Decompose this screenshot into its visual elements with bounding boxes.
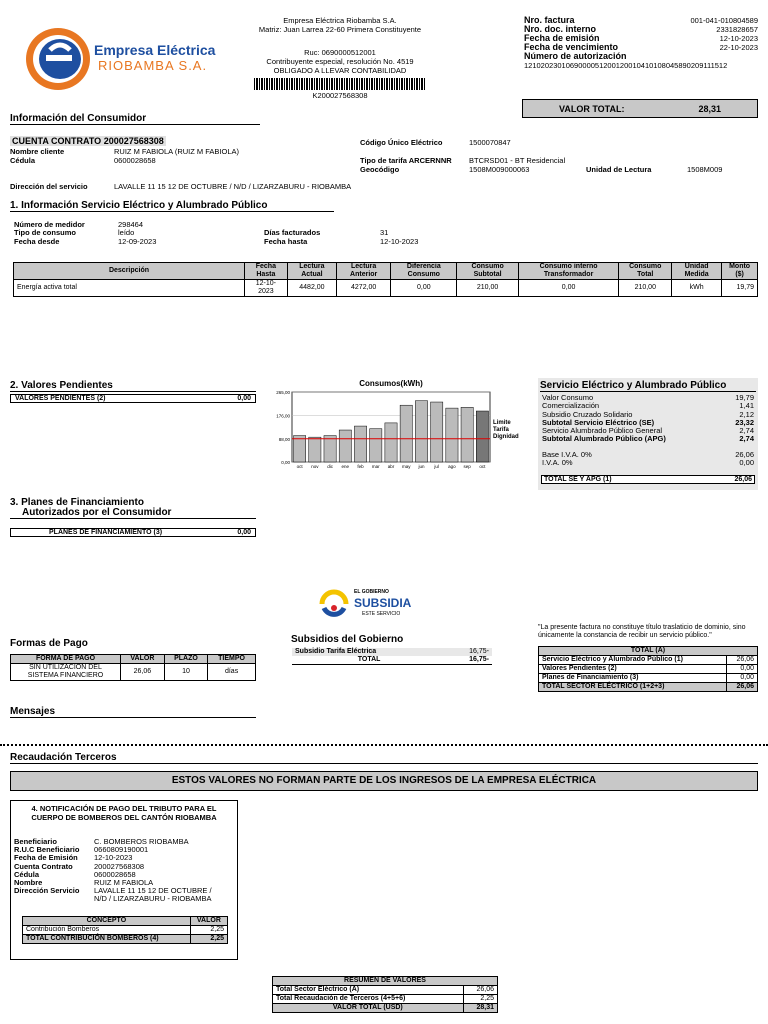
chart-title: Consumos(kWh): [359, 379, 423, 388]
ytick-label: 0,00: [281, 460, 290, 465]
pay-c2: 10: [164, 664, 207, 681]
fh-label: Fecha hasta: [264, 237, 308, 246]
xtick-label: may: [401, 464, 411, 469]
xtick-label: mar: [371, 464, 380, 469]
mensajes-title: Mensajes: [10, 706, 256, 718]
bomb-row: Cuenta Contrato 200027568308: [14, 861, 145, 871]
bomb-row: Beneficiario C. BOMBEROS RIOBAMBA: [14, 837, 189, 846]
fin-title1: 3. Planes de Financiamiento: [10, 497, 144, 508]
dir-label: Dirección del servicio: [10, 182, 88, 191]
inv-v2: 2331828657: [716, 25, 758, 34]
tota-2l: Planes de Financiamiento (3): [539, 674, 727, 683]
summary-row: Servicio Alumbrado Público General 2,74: [542, 426, 754, 436]
xtick-label: jul: [434, 464, 439, 469]
tota-1l: Valores Pendientes (2): [539, 665, 727, 674]
bomb-row: Cédula 0600028658: [14, 869, 136, 879]
xtick-label: oct: [479, 464, 486, 469]
xtick-label: sep: [463, 464, 471, 469]
td-8: kWh: [672, 280, 722, 297]
inv-v3: 12-10-2023: [719, 34, 758, 43]
th-7: Consumo Total: [619, 263, 672, 280]
bomb-row: Dirección Servicio LAVALLE 11 15 12 DE OCTUBRE / N/D / LIZARZABURU - RIOBAMBA: [14, 886, 212, 904]
th-3: Lectura Anterior: [337, 263, 391, 280]
hdr-line1: Empresa Eléctrica Riobamba S.A.: [283, 16, 397, 25]
res-1v: 2,25: [463, 995, 497, 1004]
service-title: 1. Información Servicio Eléctrico y Alumbrado Público: [10, 200, 334, 212]
ytick-label: 176,00: [276, 413, 290, 419]
consumption-table: [13, 262, 758, 297]
bomb-h2: VALOR: [190, 917, 227, 926]
cedula: 0600028658: [114, 156, 156, 165]
td-7: 210,00: [619, 280, 672, 297]
ruc: Ruc: 0690000512001: [304, 48, 376, 57]
base-label: Base I.V.A. 0%: [542, 450, 592, 459]
pay-h3: TIEMPO: [208, 655, 256, 664]
xtick-label: jun: [418, 464, 425, 469]
hdr-line2: Matriz: Juan Larrea 22-60 Primera Constituyente: [258, 25, 422, 34]
ytick-label: 88,00: [278, 436, 290, 442]
res-0v: 26,06: [463, 986, 497, 995]
bar: [385, 423, 397, 462]
bomb-title: 4. NOTIFICACIÓN DE PAGO DEL TRIBUTO PARA EL CUERPO DE BOMBEROS DEL CANTÓN RIOBAMBA: [31, 804, 217, 822]
bar: [294, 436, 306, 462]
logo-e-icon: [24, 26, 94, 92]
valor-total: 28,31: [698, 103, 721, 114]
oblig: OBLIGADO A LLEVAR CONTABILIDAD: [273, 66, 407, 75]
inv-v5: 1210202301069000051200120010410108045890209111512: [524, 61, 728, 70]
tota-3v: 26,06: [726, 683, 757, 692]
ytick-label: 265,00: [276, 390, 290, 395]
td-2: 4482,00: [287, 280, 336, 297]
td-4: 0,00: [391, 280, 457, 297]
gov-r1v: 16,75-: [469, 648, 489, 655]
bar: [415, 401, 427, 462]
xtick-label: abr: [387, 464, 395, 469]
logo1: EL GOBIERNO: [354, 589, 389, 595]
pending-label: VALORES PENDIENTES (2): [15, 395, 106, 402]
limit-label: Limite: [493, 420, 511, 426]
fd-label: Fecha desde: [14, 237, 60, 246]
summary-title: Servicio Eléctrico y Alumbrado Público: [540, 380, 756, 392]
limit-label: Tarifa: [493, 427, 509, 433]
cue-label: Código Único Eléctrico: [360, 138, 443, 147]
tota-0l: Servicio Eléctrico y Alumbrado Público (1): [539, 656, 727, 665]
fin-value: 0,00: [237, 529, 251, 536]
res-0l: Total Sector Eléctrico (A): [273, 986, 464, 995]
inv-l5: Número de autorización: [524, 51, 627, 61]
xtick-label: dic: [327, 464, 333, 469]
bar: [461, 407, 473, 462]
iva-label: I.V.A. 0%: [542, 458, 573, 468]
geo-label: Geocódigo: [360, 165, 400, 174]
nombre: RUIZ M FABIOLA (RUIZ M FABIOLA): [114, 147, 240, 156]
logo-name: Empresa Eléctrica: [94, 42, 216, 58]
med-label: Número de medidor: [14, 220, 85, 229]
cut-line: [0, 744, 768, 746]
th-5: Consumo Subtotal: [457, 263, 518, 280]
gov-title: Subsidios del Gobierno: [291, 634, 404, 645]
inv-v4: 22-10-2023: [719, 43, 758, 52]
ul: 1508M009: [687, 165, 723, 174]
td-9: 19,79: [722, 280, 758, 297]
xtick-label: ene: [341, 464, 350, 469]
logo3: ESTE SERVICIO: [362, 611, 401, 617]
td-1: 12-10-2023: [245, 280, 288, 297]
td-5: 210,00: [457, 280, 518, 297]
base: 26,06: [735, 450, 754, 459]
logo2: SUBSIDIA: [354, 596, 412, 610]
cue: 1500070847: [469, 138, 511, 147]
inv-l4: Fecha de vencimiento: [524, 42, 619, 52]
fin-title2: Autorizados por el Consumidor: [10, 507, 256, 519]
bomb-c2: TOTAL CONTRIBUCIÓN BOMBEROS (4): [23, 935, 191, 944]
th-8: Unidad Medida: [672, 263, 722, 280]
th-2: Lectura Actual: [287, 263, 336, 280]
summary-row: Valor Consumo 19,79: [542, 393, 754, 402]
tota-2v: 0,00: [726, 674, 757, 683]
pending-value: 0,00: [237, 395, 251, 402]
th-6: Consumo interno Transformador: [518, 263, 619, 280]
pay-c1: 26,06: [121, 664, 165, 681]
bomb-c1: Contribución Bomberos: [23, 926, 191, 935]
inv-l3: Fecha de emisión: [524, 33, 600, 43]
pay-c0: SIN UTILIZACION DEL SISTEMA FINANCIERO: [11, 664, 121, 681]
bar: [370, 429, 382, 462]
bomb-v1: 2,25: [190, 926, 227, 935]
res-header: RESUMEN DE VALORES: [273, 977, 498, 986]
td-6: 0,00: [518, 280, 619, 297]
bar: [309, 437, 321, 462]
cuenta: 200027568308: [103, 136, 164, 146]
tota-header: TOTAL (A): [539, 647, 758, 656]
gov-r2l: TOTAL: [357, 656, 381, 663]
summary-row: Comercialización 1,41: [542, 401, 754, 411]
bar: [354, 426, 366, 462]
bomb-row: R.U.C Beneficiario 0660809190001: [14, 845, 149, 855]
res-1l: Total Recaudación de Terceros (4+5+6): [273, 995, 464, 1004]
xtick-label: ago: [448, 464, 456, 469]
fin-label: PLANES DE FINANCIAMIENTO (3): [49, 529, 163, 536]
tc-label: Tipo de consumo: [14, 228, 76, 237]
gov-r1l: Subsidio Tarifa Eléctrica: [295, 648, 377, 655]
consumption-chart: [266, 378, 532, 474]
iva: 0,00: [739, 458, 754, 468]
td-3: 4272,00: [337, 280, 391, 297]
pending-title: 2. Valores Pendientes: [10, 380, 256, 392]
consumer-title: Información del Consumidor: [10, 113, 260, 125]
df: 31: [380, 228, 389, 237]
logo-name2: RIOBAMBA S.A.: [98, 58, 208, 73]
limit-label: Dignidad: [493, 434, 519, 440]
bomb-v2: 2,25: [190, 935, 227, 944]
bar: [339, 430, 351, 462]
td-0: Energía activa total: [14, 280, 245, 297]
subsidia-logo: [318, 588, 428, 620]
bar: [446, 408, 458, 462]
bomb-row: Nombre RUIZ M FABIOLA: [14, 878, 154, 888]
barcode: [254, 78, 426, 90]
nombre-label: Nombre cliente: [10, 147, 65, 156]
dir: LAVALLE 11 15 12 DE OCTUBRE / N/D / LIZARZABURU - RIOBAMBA: [114, 182, 352, 191]
pay-h1: VALOR: [121, 655, 165, 664]
inv-v1: 001-041-010804589: [690, 16, 758, 25]
summary-row: Subtotal Alumbrado Público (APG) 2,74: [542, 434, 754, 444]
tota-0v: 26,06: [726, 656, 757, 665]
bar: [324, 436, 336, 462]
sum-total-label: TOTAL SE Y APG (1): [544, 476, 612, 483]
fh: 12-10-2023: [380, 237, 419, 246]
df-label: Días facturados: [264, 228, 321, 237]
tarifa: BTCRSD01 - BT Residencial: [469, 156, 566, 165]
barcode-text: K200027568308: [312, 91, 368, 100]
geo: 1508M009000063: [469, 165, 530, 174]
xtick-label: nov: [311, 464, 319, 469]
bar: [400, 405, 412, 462]
fd: 12-09-2023: [118, 237, 157, 246]
cedula-label: Cédula: [10, 156, 36, 165]
gov-r2v: 16,75-: [469, 656, 489, 663]
summary-row: Subtotal Servicio Eléctrico (SE) 23,32: [542, 417, 754, 427]
th-9: Monto ($): [722, 263, 758, 280]
valor-total-label: VALOR TOTAL:: [559, 103, 625, 114]
th-4: Diferencia Consumo: [391, 263, 457, 280]
tota-3l: TOTAL SECTOR ELÉCTRICO (1+2+3): [539, 683, 727, 692]
tc: leído: [118, 228, 135, 237]
tarifa-label: Tipo de tarifa ARCERNNR: [360, 156, 452, 165]
cuenta-label: CUENTA CONTRATO: [12, 136, 102, 146]
summary-row: Subsidio Cruzado Solidario 2,12: [542, 409, 754, 419]
valor-total-box: [522, 99, 758, 118]
bomb-row: Fecha de Emisión 12-10-2023: [14, 853, 133, 863]
contrib: Contribuyente especial, resolución No. 4519: [266, 57, 414, 66]
xtick-label: feb: [357, 464, 364, 469]
terceros-title: Recaudación Terceros: [10, 752, 758, 764]
th-1: Fecha Hasta: [245, 263, 288, 280]
bomb-h1: CONCEPTO: [23, 917, 191, 926]
pay-h0: FORMA DE PAGO: [11, 655, 121, 664]
tota-1v: 0,00: [726, 665, 757, 674]
legal-note: "La presente factura no constituye título traslaticio de dominio, sino únicamente la constancia de recibir un servicio público.": [538, 624, 746, 639]
banner: ESTOS VALORES NO FORMAN PARTE DE LOS INGRESOS DE LA EMPRESA ELÉCTRICA: [10, 771, 758, 791]
pay-h2: PLAZO: [164, 655, 207, 664]
pay-c3: días: [208, 664, 256, 681]
res-2l: VALOR TOTAL (USD): [273, 1004, 464, 1013]
bar: [431, 402, 443, 462]
sum-total: 26,06: [734, 476, 752, 483]
payment-title: Formas de Pago: [10, 638, 88, 649]
inv-l1: Nro. factura: [524, 15, 575, 25]
ul-label: Unidad de Lectura: [586, 165, 652, 174]
bar: [476, 411, 488, 462]
med: 298464: [118, 220, 144, 229]
inv-l2: Nro. doc. interno: [524, 24, 596, 34]
res-2v: 28,31: [463, 1004, 497, 1013]
xtick-label: oct: [296, 464, 303, 469]
th-0: Descripción: [14, 263, 245, 280]
gov-swirl-icon: [318, 588, 350, 620]
